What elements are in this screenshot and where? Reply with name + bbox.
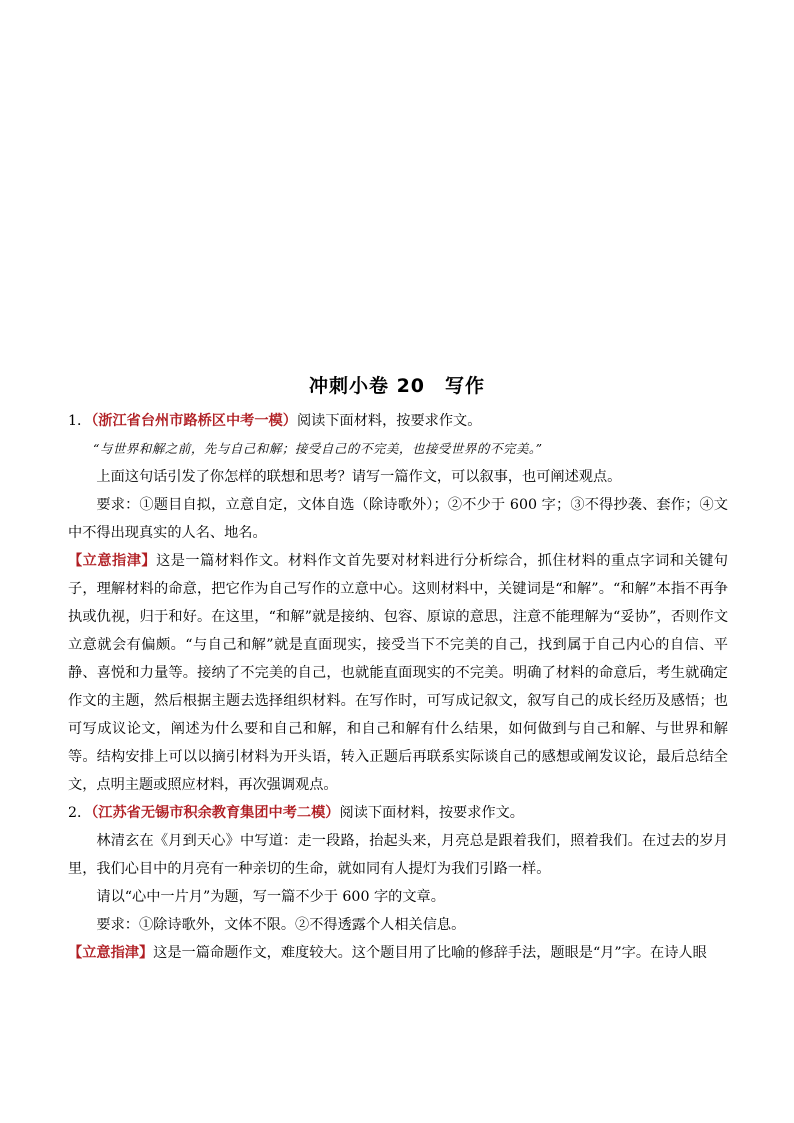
guide-label: 【立意指津】 [68,945,154,961]
question-prompt: 阅读下面材料，按要求作文。 [296,413,482,429]
guide-text: 这是一篇命题作文，难度较大。这个题目用了比喻的修辞手法，题眼是“月”字。在诗人眼 [153,945,707,961]
question-1-quote: “与世界和解之前，先与自己和解；接受自己的不完美，也接受世界的不完美。” [93,441,543,456]
question-1-guide [68,547,728,799]
guide-label: 【立意指津】 [68,553,157,569]
document-body [68,407,728,967]
question-2-requirement: 要求：①除诗歌外，文体不限。②不得透露个人相关信息。 [96,917,466,933]
question-1-header [68,407,728,435]
question-number: 2． [68,805,92,821]
guide-text: 这是一篇材料作文。材料作文首先要对材料进行分析综合，抓住材料的重点字词和关键句子，理解材料的命意，把它作为自己写作的立意中心。这则材料中，关键词是“和解”。“和解”本指不再争执或仇视，归于和好。在这里，“和解”就是接纳、包容、原谅的意思，注意不能理解为“妥协”，否则作文立意就会有偏颇。“与自己和解”就是直面现实，接受当下不完美的自己，找到属于自己内心的自信、平静、喜悦和力量等。接纳了不完美的自己，也就能直面现实的不完美。明确了材料的命意后，考生就确定作文的主题，然后根据主题去选择组织材料。在写作时，可写成记叙文，叙写自己的成长经历及感悟；也可写成议论文，阐述为什么要和自己和解，和自己和解有什么结果，如何做到与自己和解、与世界和解等。结构安排上可以以摘引材料为开头语，转入正题后再联系实际谈自己的感想或阐发议论，最后总结全文，点明主题或照应材料，再次强调观点。 [68,553,729,793]
question-number: 1． [68,413,92,429]
question-1-requirement: 要求：①题目自拟，立意自定，文体自选（除诗歌外）；②不少于 600 字；③不得抄袭、套作；④文中不得出现真实的人名、地名。 [68,497,728,541]
question-1-task: 上面这句话引发了你怎样的联想和思考？请写一篇作文，可以叙事，也可阐述观点。 [96,469,622,485]
question-prompt: 阅读下面材料，按要求作文。 [339,805,524,821]
question-source: （浙江省台州市路桥区中考一模） [91,413,297,429]
question-source: （江苏省无锡市积余教育集团中考二模） [91,805,340,821]
question-2-guide [68,939,728,967]
page-title: 冲刺小卷 20 写作 [308,375,486,397]
question-2-header [68,799,728,827]
question-2-task: 请以“心中一片月”为题，写一篇不少于 600 字的文章。 [96,889,445,905]
question-2-material: 林清玄在《月到天心》中写道：走一段路，抬起头来，月亮总是跟着我们，照着我们。在过去的岁月里，我们心目中的月亮有一种亲切的生命，就如同有人提灯为我们引路一样。 [68,833,728,877]
